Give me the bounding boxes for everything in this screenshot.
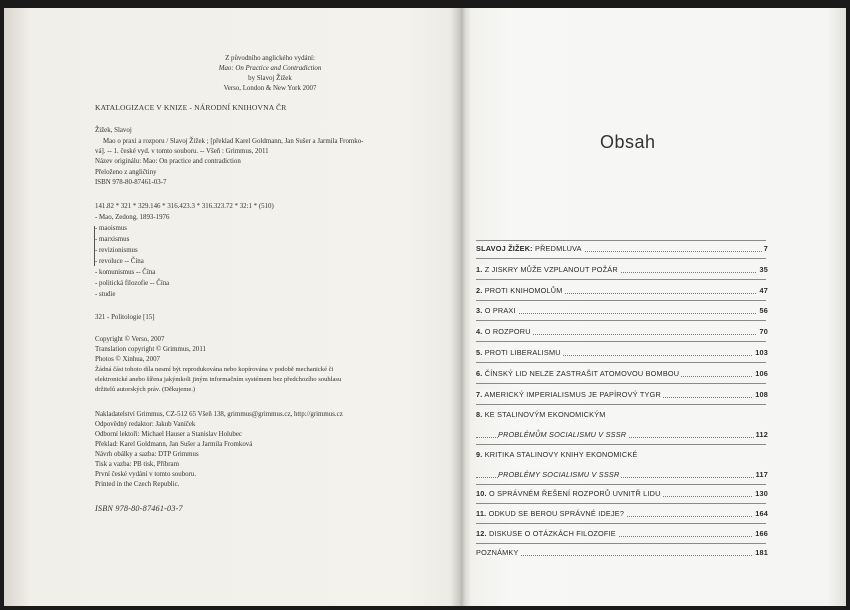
toc-entry-text: Z JISKRY MŮŽE VZPLANOUT POŽÁR xyxy=(482,265,618,274)
toc-entry-text: O ROZPORU xyxy=(482,327,531,336)
toc-entry-text: O PRAXI xyxy=(482,306,516,315)
printed-in-line: Printed in the Czech Republic. xyxy=(95,481,180,488)
toc-entry-number: 7. xyxy=(476,390,483,399)
toc-entry xyxy=(476,547,768,559)
toc-entry-label xyxy=(476,489,663,498)
toc-divider xyxy=(476,503,766,504)
toc-entry xyxy=(476,285,768,297)
toc-entry xyxy=(476,528,768,540)
toc-divider xyxy=(476,444,766,445)
subject-item: - revizionismus xyxy=(95,247,138,254)
toc-entry-text: KE STALINOVÝM EKONOMICKÝM xyxy=(482,410,606,419)
toc-page-number: 112 xyxy=(755,430,768,439)
book-gutter xyxy=(450,8,472,606)
toc-entry xyxy=(476,488,768,500)
toc-entry-number: 9. xyxy=(476,450,483,459)
toc-entry-label xyxy=(476,244,584,253)
toc-entry-text: POZNÁMKY xyxy=(476,548,519,557)
subject-item: - komunismus -- Čína xyxy=(95,269,156,276)
toc-entry xyxy=(476,368,768,380)
subject-item: - Mao, Zedong, 1893-1976 xyxy=(95,214,170,221)
toc-page-number: 47 xyxy=(759,286,768,295)
toc-page-number: 117 xyxy=(755,470,768,479)
design-line: Návrh obálky a sazba: DTP Grimmus xyxy=(95,451,199,458)
conspectus-line: 321 - Politologie [15] xyxy=(95,314,155,321)
rights-notice-line: držitelů autorských práv. (Děkujeme.) xyxy=(95,386,196,393)
toc-entry xyxy=(476,347,768,359)
toc-entry-label xyxy=(476,548,521,557)
toc-entry xyxy=(476,469,768,481)
handwritten-bracket-mark xyxy=(94,226,98,266)
toc-entry-text: O SPRÁVNÉM ŘEŠENÍ ROZPORŮ UVNITŘ LIDU xyxy=(486,489,661,498)
toc-entry-label xyxy=(476,390,663,399)
toc-entry-number: 4. xyxy=(476,327,483,336)
toc-page-number: 164 xyxy=(755,509,768,518)
toc-divider xyxy=(476,279,766,280)
catalog-title-line: Mao o praxi a rozporu / Slavoj Žižek ; [překlad Karel Goldmann, Jan Sušer a Jarmila Fromko- xyxy=(103,138,364,145)
catalog-author: Žižek, Slavoj xyxy=(95,127,132,134)
toc-entry xyxy=(476,508,768,520)
toc-entry-label xyxy=(476,286,565,295)
catalog-heading: KATALOGIZACE V KNIZE - NÁRODNÍ KNIHOVNA ČR xyxy=(95,103,287,112)
toc-divider xyxy=(476,543,766,544)
toc-entry xyxy=(476,243,768,255)
toc-divider xyxy=(476,320,766,321)
isbn-footer: ISBN 978-80-87461-03-7 xyxy=(95,504,183,513)
toc-page-number: 35 xyxy=(759,265,768,274)
toc-entry xyxy=(476,429,768,441)
toc-entry-label xyxy=(476,327,533,336)
toc-page-number: 103 xyxy=(755,348,768,357)
toc-page-number: 7 xyxy=(763,244,768,253)
toc-entry-number: 6. xyxy=(476,369,483,378)
toc-divider xyxy=(476,383,766,384)
catalog-title-line: vá]. -- 1. české vyd. v tomto souboru. -- Všeň : Grimmus, 2011 xyxy=(95,148,269,155)
toc-divider xyxy=(476,523,766,524)
toc-page-number: 108 xyxy=(755,390,768,399)
classification-codes: 141.82 * 321 * 329.146 * 316.423.3 * 316.323.72 * 32:1 * (510) xyxy=(95,203,274,210)
catalog-isbn: ISBN 978-80-87461-03-7 xyxy=(95,179,167,186)
original-publisher-line: Verso, London & New York 2007 xyxy=(223,85,317,92)
rights-notice-line: elektronické anebo šířena jakýmkoli jiným informačním systémem bez předchozího souhlasu xyxy=(95,376,342,383)
toc-entry-number: 1. xyxy=(476,265,483,274)
toc-entry-number: 5. xyxy=(476,348,483,357)
toc-divider xyxy=(476,258,766,259)
toc-entry-text: PROTI KNIHOMOLŮM xyxy=(482,286,563,295)
toc-entry-text: AMERICKÝ IMPERIALISMUS JE PAPÍROVÝ TYGR xyxy=(482,390,661,399)
toc-page-number: 166 xyxy=(755,529,768,538)
edition-line: První české vydání v tomto souboru. xyxy=(95,471,197,478)
rights-notice-line: Žádná část tohoto díla nesmí být reprodukována nebo kopírována v podobě mechanické či xyxy=(95,366,334,373)
original-edition-line: Z původního anglického vydání: xyxy=(225,55,315,62)
toc-entry-label xyxy=(476,529,618,538)
subject-item: - maoismus xyxy=(95,225,127,232)
toc-entry-text: KRITIKA STALINOVY KNIHY EKONOMICKÉ xyxy=(482,450,638,459)
toc-entry-number: 8. xyxy=(476,410,483,419)
subject-item: - marxismus xyxy=(95,236,130,243)
toc-entry xyxy=(476,326,768,338)
catalog-translation-note: Přeloženo z angličtiny xyxy=(95,169,157,176)
toc-entry-number: 2. xyxy=(476,286,483,295)
toc-entry-label xyxy=(476,306,518,315)
toc-title: Obsah xyxy=(600,132,656,152)
catalog-original-title: Název originálu: Mao: On practice and contradiction xyxy=(95,158,241,165)
subject-item: - politická filozofie -- Čína xyxy=(95,280,170,287)
toc-top-rule xyxy=(476,240,766,241)
toc-entry-text: PŘEDMLUVA xyxy=(532,244,582,253)
toc-divider xyxy=(476,404,766,405)
toc-entry-label xyxy=(476,509,626,518)
toc-entry-text: ČÍNSKÝ LID NELZE ZASTRAŠIT ATOMOVOU BOMBOU xyxy=(482,369,680,378)
toc-entry xyxy=(476,389,768,401)
toc-page-number: 106 xyxy=(755,369,768,378)
toc-page-number: 181 xyxy=(755,548,768,557)
publisher-line: Nakladatelství Grimmus, CZ-512 65 Všeň 138, grimmus@grimmus.cz, http://grimmus.cz xyxy=(95,411,343,418)
toc-entry-label xyxy=(476,450,640,459)
toc-page-number: 70 xyxy=(759,327,768,336)
toc-page-number: 56 xyxy=(759,306,768,315)
toc-divider xyxy=(476,484,766,485)
editor-line: Odpovědný redaktor: Jakub Vaníček xyxy=(95,421,196,428)
copyright-line: Translation copyright © Grimmus, 2011 xyxy=(95,346,206,353)
toc-entry-label xyxy=(476,265,620,274)
toc-entry-number: 3. xyxy=(476,306,483,315)
toc-entry-number: 11. xyxy=(476,509,487,518)
toc-entry-author: SLAVOJ ŽIŽEK: xyxy=(476,244,533,253)
copyright-line: Photos © Xinhua, 2007 xyxy=(95,356,160,363)
toc-entry-label xyxy=(476,369,681,378)
toc-divider xyxy=(476,300,766,301)
subject-item: - studie xyxy=(95,291,116,298)
toc-entry-text: ODKUD SE BEROU SPRÁVNÉ IDEJE? xyxy=(486,509,625,518)
toc-entry-label xyxy=(498,430,628,439)
toc-entry xyxy=(476,264,768,276)
toc-entry-label xyxy=(498,470,621,479)
toc-entry-text: PROBLÉMŮM SOCIALISMU V SSSR xyxy=(498,430,627,439)
reviewers-line: Odborní lektoři: Michael Hauser a Stanislav Holubec xyxy=(95,431,242,438)
toc-entry xyxy=(476,305,768,317)
subject-item: - revoluce -- Čína xyxy=(95,258,144,265)
print-line: Tisk a vazba: PB tisk, Příbram xyxy=(95,461,179,468)
toc-entry xyxy=(476,449,768,461)
translation-line: Překlad: Karel Goldmann, Jan Sušer a Jarmila Fromková xyxy=(95,441,253,448)
toc-entry-text: DISKUSE O OTÁZKÁCH FILOZOFIE xyxy=(486,529,616,538)
toc-entry-text: PROBLÉMY SOCIALISMU V SSSR xyxy=(498,470,620,479)
original-author-line: by Slavoj Žižek xyxy=(248,75,292,82)
toc-page-number: 130 xyxy=(755,489,768,498)
toc-dot-leader xyxy=(476,313,768,314)
toc-entry xyxy=(476,409,768,421)
toc-entry-label xyxy=(476,410,608,419)
original-title-line: Mao: On Practice and Contradiction xyxy=(218,65,322,72)
copyright-line: Copyright © Verso, 2007 xyxy=(95,336,165,343)
toc-entry-number: 12. xyxy=(476,529,487,538)
toc-entry-text: PROTI LIBERALISMU xyxy=(482,348,561,357)
left-page xyxy=(4,8,450,606)
toc-divider xyxy=(476,362,766,363)
toc-divider xyxy=(476,341,766,342)
toc-entry-label xyxy=(476,348,563,357)
toc-entry-number: 10. xyxy=(476,489,487,498)
